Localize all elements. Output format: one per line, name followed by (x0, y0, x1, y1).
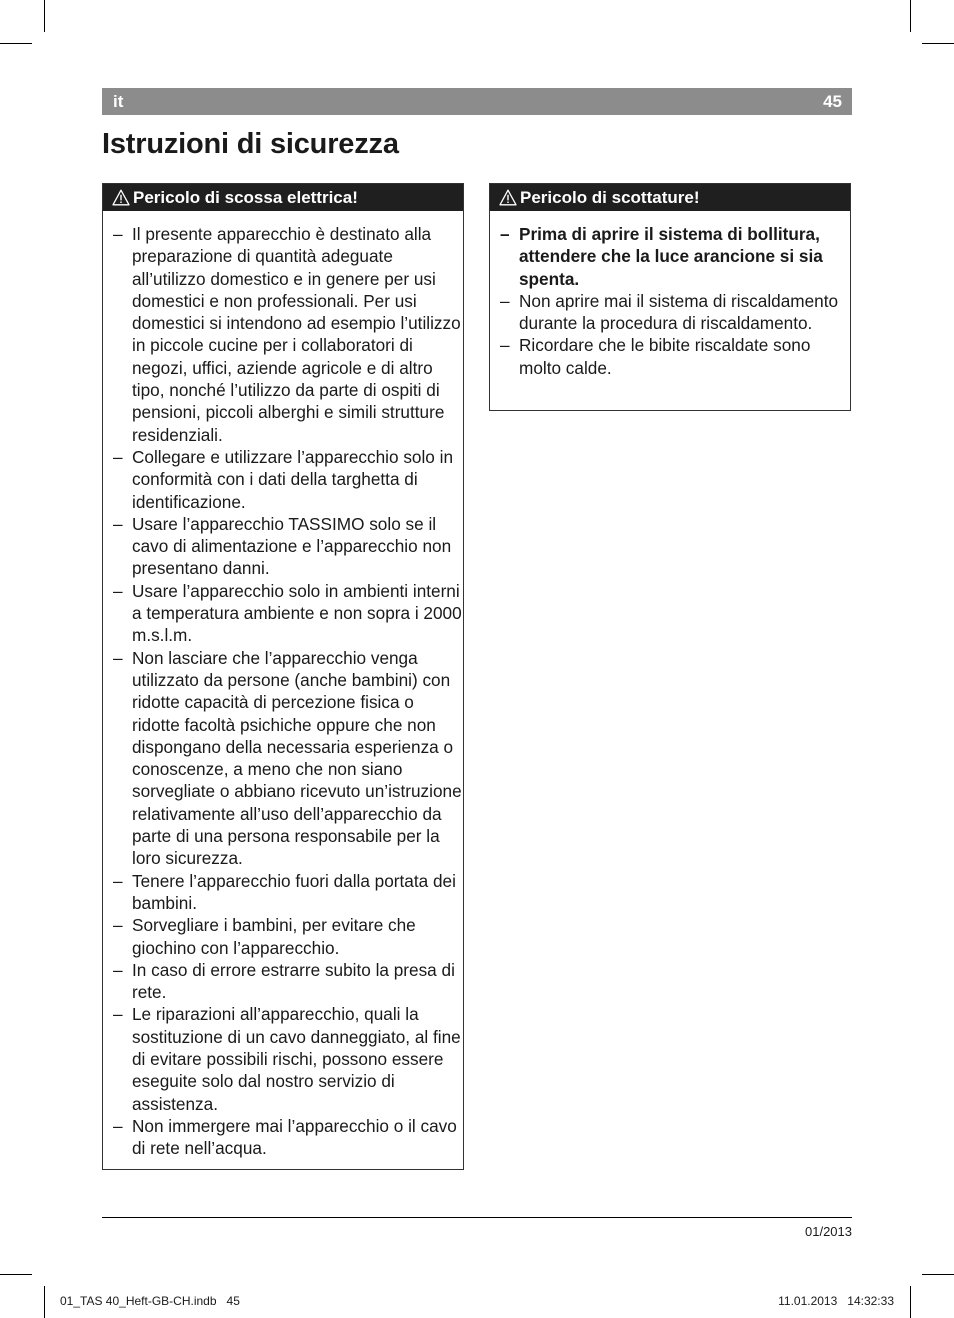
list-item-text: Non aprire mai il sistema di riscaldamento durante la procedura di riscaldamento. (519, 290, 839, 334)
language-code: it (113, 91, 124, 111)
instruction-list (490, 211, 850, 379)
crop-mark (910, 1286, 911, 1318)
list-dash: – (113, 580, 123, 601)
list-item-text: Usare l’apparecchio TASSIMO solo se il cavo di alimentazione e l’apparecchio non presentano danni. (132, 513, 452, 579)
list-dash: – (113, 446, 123, 467)
list-dash: – (500, 290, 510, 311)
crop-mark (922, 1274, 954, 1275)
list-item (103, 580, 463, 647)
list-item (103, 446, 463, 513)
list-dash: – (500, 335, 510, 356)
print-slug-file: 01_TAS 40_Heft-GB-CH.indb 45 (60, 1294, 240, 1308)
footer-date: 01/2013 (805, 1224, 852, 1239)
list-dash: – (113, 1004, 123, 1025)
section-heading (490, 184, 850, 211)
list-item (490, 334, 850, 379)
list-item-text: Ricordare che le bibite riscaldate sono molto calde. (519, 335, 811, 378)
crop-mark (0, 43, 32, 44)
crop-mark (922, 43, 954, 44)
list-item (490, 290, 850, 335)
list-dash: – (113, 959, 123, 980)
list-dash: – (113, 513, 123, 534)
section-burns (489, 183, 851, 411)
page-header-bar (102, 88, 852, 115)
section-heading-text: Pericolo di scottature! (520, 187, 700, 207)
instruction-list (103, 211, 463, 1159)
list-item-text: Tenere l’apparecchio fuori dalla portata dei bambini. (132, 870, 456, 913)
list-dash: – (113, 224, 123, 244)
crop-mark (44, 0, 45, 32)
footer-rule (102, 1217, 852, 1218)
list-item (103, 959, 463, 1004)
list-dash: – (113, 1115, 123, 1136)
list-item-text: Le riparazioni all’apparecchio, quali la sostituzione di un cavo danneggiato, al fine di evitare possibili rischi, possono essere eseguite solo dal nostro servizio di assistenza. (132, 1004, 461, 1114)
print-slug-timestamp: 11.01.2013 14:32:33 (778, 1294, 894, 1308)
warning-triangle-icon (499, 189, 517, 206)
crop-mark (44, 1286, 45, 1318)
list-item-text: Sorvegliare i bambini, per evitare che giochino con l’apparecchio. (132, 915, 416, 958)
list-item (103, 914, 463, 959)
list-item-text: In caso di errore estrarre subito la presa di rete. (132, 959, 455, 1003)
list-item (103, 647, 463, 870)
list-item-text: Collegare e utilizzare l’apparecchio solo in conformità con i dati della targhetta di identificazione. (132, 446, 454, 512)
list-item (103, 513, 463, 580)
section-heading-text: Pericolo di scossa elettrica! (133, 187, 358, 207)
list-item-text: Non immergere mai l’apparecchio o il cavo di rete nell’acqua. (132, 1115, 457, 1159)
crop-mark (910, 0, 911, 32)
section-electric-shock (102, 183, 464, 1170)
list-dash: – (113, 915, 123, 936)
warning-triangle-icon (112, 189, 130, 206)
list-dash: – (500, 224, 510, 244)
page-number: 45 (823, 91, 842, 111)
list-item-text: Prima di aprire il sistema di bollitura, attendere che la luce arancione si sia spenta. (519, 224, 823, 289)
list-dash: – (113, 647, 123, 668)
list-item (103, 870, 463, 915)
page-title: Istruzioni di sicurezza (102, 128, 399, 160)
list-item (490, 223, 850, 290)
section-heading (103, 184, 463, 211)
list-item (103, 223, 463, 446)
crop-mark (0, 1274, 32, 1275)
list-item (103, 1003, 463, 1114)
list-dash: – (113, 870, 123, 891)
list-item-text: Non lasciare che l’apparecchio venga utilizzato da persone (anche bambini) con ridotte capacità di percezione fisica o ridotte facoltà psichiche oppure che non dispongano della necessaria esperienza o conoscenze, a meno che non siano sorvegliate o abbiano ricevuto un’istruzione relativamente all’uso dell’apparecchio da parte di una persona responsabile per la loro sicurezza. (132, 647, 462, 869)
list-item-text: Usare l’apparecchio solo in ambienti interni a temperatura ambiente e non sopra i 2000 m.s.l.m. (132, 580, 462, 646)
list-item (103, 1115, 463, 1160)
list-item-text: Il presente apparecchio è destinato alla preparazione di quantità adeguate all’utilizzo domestico e in genere per usi domestici e non professionali. Per usi domestici si intendono ad esempio l’utilizzo in piccole cucine per i collaboratori di negozi, uffici, aziende agricole e di altro tipo, nonché l’utilizzo da parte di ospiti di pensioni, piccoli alberghi e simili strutture residenziali. (132, 224, 461, 445)
